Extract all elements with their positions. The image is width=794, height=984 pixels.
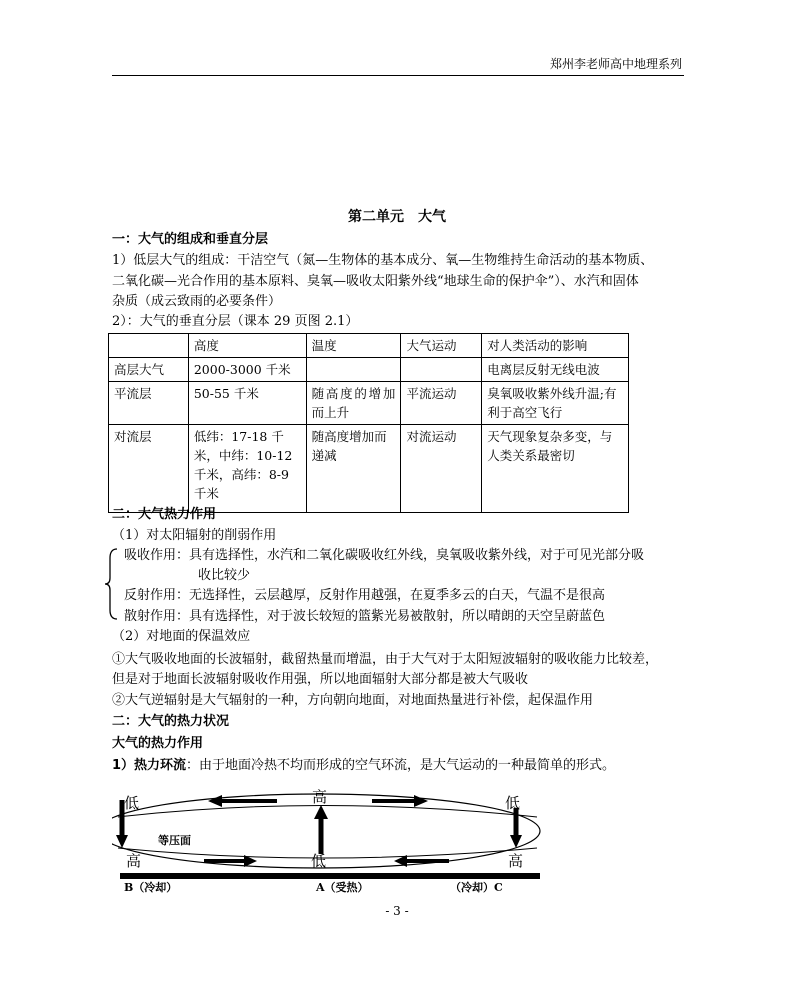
insulation-item-1b: 但是对于地面长波辐射吸收作用强，所以地面辐射大部分都是被大气吸收 xyxy=(112,672,529,687)
table-cell: 电离层反射无线电波 xyxy=(482,358,629,382)
lower-isobar xyxy=(118,848,537,858)
reflection-line: 反射作用：无选择性，云层越厚，反射作用越强，在夏季多云的白天，气温不是很高 xyxy=(124,588,606,603)
ground-bar xyxy=(120,873,540,879)
atmosphere-layers-table xyxy=(108,333,629,513)
absorption-line-1: 吸收作用：具有选择性，水汽和二氧化碳吸收红外线，臭氧吸收紫外线，对于可见光部分吸 xyxy=(124,548,645,563)
para-composition-3: 杂质（成云致雨的必要条件） xyxy=(112,294,282,309)
table-cell: 低纬：17-18 千米，中纬：10-12 千米，高纬：8-9 千米 xyxy=(188,425,306,513)
thermal-circulation-diagram xyxy=(112,780,552,895)
ground-label-c: （冷却）C xyxy=(450,881,503,894)
table-cell: 随高度的增加而上升 xyxy=(306,382,401,425)
para-composition-1: 1）低层大气的组成：干洁空气（氮—生物体的基本成分、氧—生物维持生命活动的基本物质、 xyxy=(112,253,654,268)
insulation-subheading: （2）对地面的保温效应 xyxy=(112,629,251,644)
ground-label-b: B（冷却） xyxy=(124,881,178,894)
page-number: - 3 - xyxy=(385,904,409,918)
page-header: 郑州李老师高中地理系列 xyxy=(549,57,682,71)
table-row xyxy=(109,358,629,382)
pressure-label: 低 xyxy=(505,794,521,812)
curly-brace xyxy=(103,548,119,620)
header-rule xyxy=(112,75,684,76)
table-row xyxy=(109,382,629,425)
thermal-circulation-def xyxy=(112,757,615,775)
arrow-head xyxy=(314,805,328,819)
table-cell: 对流运动 xyxy=(401,425,482,513)
scattering-line: 散射作用：具有选择性，对于波长较短的篮紫光易被散射，所以晴朗的天空呈蔚蓝色 xyxy=(124,609,606,624)
table-header-cell xyxy=(109,334,189,358)
isobar-label: 等压面 xyxy=(158,834,191,847)
table-header-cell: 对人类活动的影响 xyxy=(482,334,629,358)
section3-heading: 二：大气的热力状况 xyxy=(112,714,230,729)
section3-subheading: 大气的热力作用 xyxy=(112,736,204,751)
pressure-label: 高 xyxy=(126,852,142,870)
pressure-label: 高 xyxy=(312,788,328,806)
weakening-subheading: （1）对太阳辐射的削弱作用 xyxy=(112,528,277,543)
table-header-cell: 高度 xyxy=(188,334,306,358)
circulation-text: ：由于地面冷热不均而形成的空气环流，是大气运动的一种最简单的形式。 xyxy=(186,758,616,773)
section1-heading: 一：大气的组成和垂直分层 xyxy=(112,232,269,247)
para-layers: 2）：大气的垂直分层（课本 29 页图 2.1） xyxy=(112,314,359,329)
table-cell: 天气现象复杂多变，与人类关系最密切 xyxy=(482,425,629,513)
pressure-label: 高 xyxy=(508,852,524,870)
table-cell: 50-55 千米 xyxy=(188,382,306,425)
pressure-label: 低 xyxy=(124,794,140,812)
section2-heading: 二：大气热力作用 xyxy=(112,507,217,522)
table-cell: 平流运动 xyxy=(401,382,482,425)
table-cell: 对流层 xyxy=(109,425,189,513)
absorption-line-2: 收比较少 xyxy=(198,568,251,583)
table-header-cell: 大气运动 xyxy=(401,334,482,358)
table-header-cell: 温度 xyxy=(306,334,401,358)
table-cell xyxy=(401,358,482,382)
arrow-head xyxy=(208,795,222,807)
circulation-label: 1）热力环流 xyxy=(112,758,187,773)
ground-label-a: A（受热） xyxy=(316,881,369,894)
pressure-label: 低 xyxy=(311,852,327,870)
insulation-item-1a: ①大气吸收地面的长波辐射，截留热量而增温，由于大气对于太阳短波辐射的吸收能力比较差， xyxy=(112,652,659,667)
arrow-head xyxy=(414,795,428,807)
table-cell: 高层大气 xyxy=(109,358,189,382)
table-cell xyxy=(306,358,401,382)
para-composition-2: 二氧化碳—光合作用的基本原料、臭氧—吸收太阳紫外线“地球生命的保护伞”）、水汽和固体 xyxy=(112,274,639,289)
upper-isobar xyxy=(118,806,537,818)
insulation-item-2: ②大气逆辐射是大气辐射的一种，方向朝向地面，对地面热量进行补偿，起保温作用 xyxy=(112,693,594,708)
table-cell: 平流层 xyxy=(109,382,189,425)
table-header-row xyxy=(109,334,629,358)
table-cell: 2000-3000 千米 xyxy=(188,358,306,382)
page-title: 第二单元 大气 xyxy=(348,209,446,225)
table-cell: 臭氧吸收紫外线升温;有利于高空飞行 xyxy=(482,382,629,425)
table-cell: 随高度增加而递减 xyxy=(306,425,401,513)
table-row xyxy=(109,425,629,513)
